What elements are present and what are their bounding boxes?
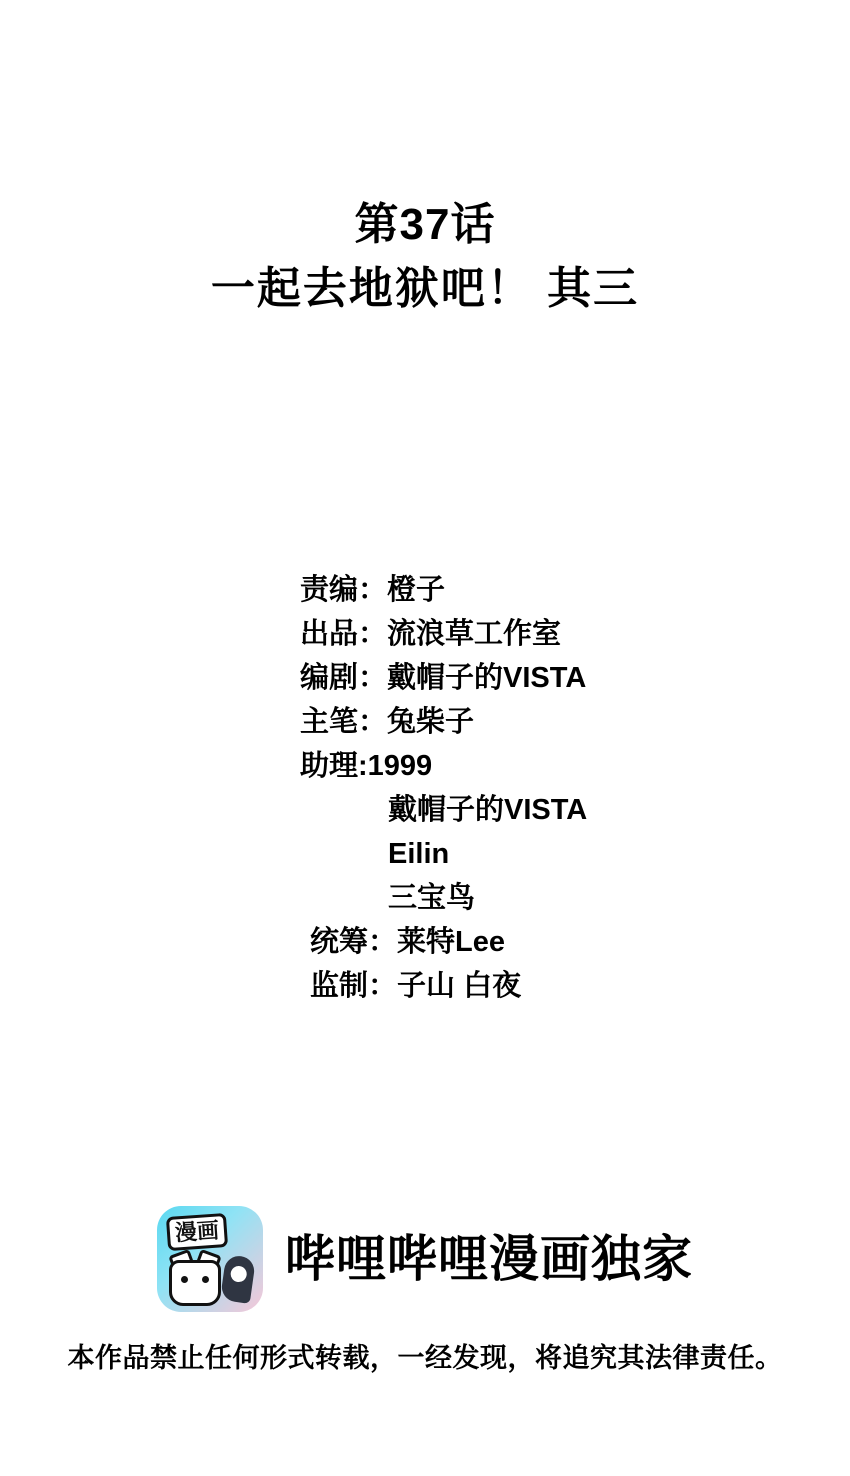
credit-row: [300, 876, 780, 920]
credit-label: 出品：: [300, 618, 388, 650]
credit-value: 三宝鸟: [388, 882, 476, 914]
credit-value: 兔柴子: [387, 706, 475, 738]
credit-label: 监制：: [310, 970, 398, 1002]
credit-label: 主笔：: [300, 706, 388, 738]
logo-tail-shape: [220, 1254, 256, 1304]
copyright-disclaimer: 本作品禁止任何形式转载，一经发现，将追究其法律责任。: [67, 1343, 783, 1373]
credit-value: 戴帽子的VISTA: [387, 662, 587, 694]
credit-label: 责编：: [300, 574, 388, 606]
credit-row: [300, 568, 780, 612]
credit-row: [300, 964, 780, 1008]
credit-value: Eilin: [388, 838, 450, 870]
credit-value: 子山 白夜: [397, 970, 522, 1002]
brand-text: 哔哩哔哩漫画独家: [285, 1231, 693, 1287]
credit-label: 统筹：: [310, 926, 398, 958]
credit-row: [300, 744, 780, 788]
credit-value: 橙子: [387, 574, 446, 606]
credit-row: [300, 788, 780, 832]
chapter-title: 一起去地狱吧！ 其三: [210, 264, 640, 313]
credit-row: [300, 700, 780, 744]
title-block: [0, 196, 850, 318]
credits-list: [300, 568, 780, 1008]
credit-value: 莱特Lee: [397, 926, 505, 958]
chapter-number: 第37话: [354, 200, 496, 249]
credit-label: 助理:: [300, 750, 368, 782]
credit-value: 1999: [367, 750, 433, 782]
credit-label: 编剧：: [300, 662, 388, 694]
credit-row: [300, 920, 780, 964]
credit-value: 流浪草工作室: [387, 618, 562, 650]
credit-row: [300, 656, 780, 700]
logo-badge-text: 漫画: [166, 1213, 228, 1251]
credit-row: [300, 612, 780, 656]
credit-row: [300, 832, 780, 876]
bilibili-manga-logo-icon: [157, 1206, 263, 1312]
brand-row: [0, 1206, 850, 1312]
logo-mascot-face: [169, 1260, 221, 1306]
credit-value: 戴帽子的VISTA: [388, 794, 588, 826]
